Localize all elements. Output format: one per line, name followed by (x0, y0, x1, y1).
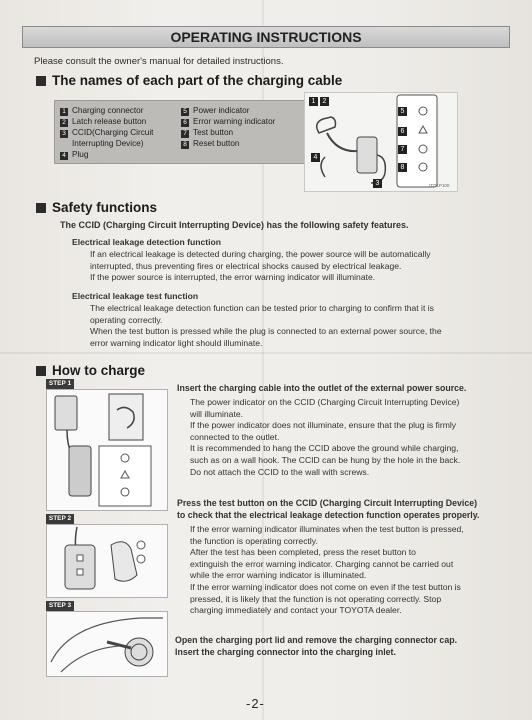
step-2-figure (46, 524, 168, 598)
charging-cable-illustration (305, 93, 457, 191)
paper-fold-horizontal (0, 352, 532, 354)
part-item: 8 Reset button (181, 138, 275, 149)
step-1-text: The power indicator on the CCID (Charging Circuit Interrupting Device) will illuminate. If the power indicator does not illuminate, ensure that the plug is firmly connected to the outlet. It is recommended to hang the CCID above the ground while charging, such as on a wall hook. The CCID can be hung by the hole in the back. Do not attach the CCID to the wall with screws. (190, 397, 461, 477)
step-1-title: Insert the charging cable into the outlet of the external power source. (177, 383, 467, 393)
section-marker-icon (36, 366, 46, 376)
callout-4: 4 (311, 153, 320, 162)
part-item: 4 Plug (60, 149, 153, 160)
part-item: Interrupting Device) (72, 139, 144, 148)
callout-6: 6 (398, 127, 407, 136)
figure-code: ITO1P100 (429, 183, 450, 188)
part-item: 6 Error warning indicator (181, 116, 275, 127)
parts-heading: The names of each part of the charging cable (36, 73, 342, 88)
safety-sub2-text: The electrical leakage detection function can be tested prior to charging to confirm that it is operating correctly. When the test button is pressed while the plug is connected to an external power source, the error warning indicator light should illuminate. (90, 303, 442, 348)
page-number: -2- (246, 696, 265, 711)
page-title: OPERATING INSTRUCTIONS (22, 26, 510, 48)
safety-sub1-text: If an electrical leakage is detected during charging, the power source will be automatically interrupted, thus preventing fires or electrical shocks caused by electrical leakage. If the power source is interrupted, the error warning indicator will illuminate. (90, 249, 431, 283)
charging-cable-figure (304, 92, 458, 192)
part-item: 2 Latch release button (60, 116, 153, 127)
callout-2: 2 (320, 97, 329, 106)
intro-text: Please consult the owner's manual for detailed instructions. (34, 56, 284, 67)
safety-sub2-heading: Electrical leakage test function (72, 291, 199, 301)
safety-heading: Safety functions (36, 200, 157, 215)
callout-8: 8 (398, 163, 407, 172)
step-2-title: Press the test button on the CCID (Charging Circuit Interrupting Device) to check that the electrical leakage detection function operates properly. (177, 498, 480, 520)
section-marker-icon (36, 203, 46, 213)
part-item: 5 Power indicator (181, 105, 275, 116)
parts-legend (54, 100, 306, 164)
callout-7: 7 (398, 145, 407, 154)
how-to-charge-heading: How to charge (36, 363, 145, 378)
step-2-text: If the error warning indicator illuminates when the test button is pressed, the function is operating correctly. After the test has been completed, press the reset button to extinguish the error warning indicator. Charging cannot be carried out while the error warning indicator is illuminated. If the error warning indicator does not come on even if the test button is pressed, it is likely that the function is not operating correctly. Stop charging immediately and contact your TOYOTA dealer. (190, 524, 464, 616)
parts-legend-col-1 (60, 105, 153, 160)
callout-3: 3 (373, 179, 382, 188)
step-3-badge: STEP 3 (46, 601, 74, 611)
part-item: 7 Test button (181, 127, 275, 138)
safety-lead: The CCID (Charging Circuit Interrupting Device) has the following safety features. (60, 220, 409, 230)
safety-sub1-heading: Electrical leakage detection function (72, 237, 222, 247)
callout-5: 5 (398, 107, 407, 116)
step-3-title: Open the charging port lid and remove the charging connector cap. Insert the charging connector into the charging inlet. (175, 635, 458, 657)
plug-outlet-illustration (47, 390, 167, 510)
part-item: 1 Charging connector (60, 105, 153, 116)
step-1-figure (46, 389, 168, 511)
step-3-figure (46, 611, 168, 677)
ccid-test-illustration (47, 525, 167, 597)
section-marker-icon (36, 76, 46, 86)
step-2-badge: STEP 2 (46, 514, 74, 524)
part-item: 3 CCID(Charging Circuit (60, 127, 153, 138)
parts-legend-col-2 (181, 105, 275, 149)
callout-1: 1 (309, 97, 318, 106)
charging-inlet-illustration (47, 612, 167, 676)
step-1-badge: STEP 1 (46, 379, 74, 389)
